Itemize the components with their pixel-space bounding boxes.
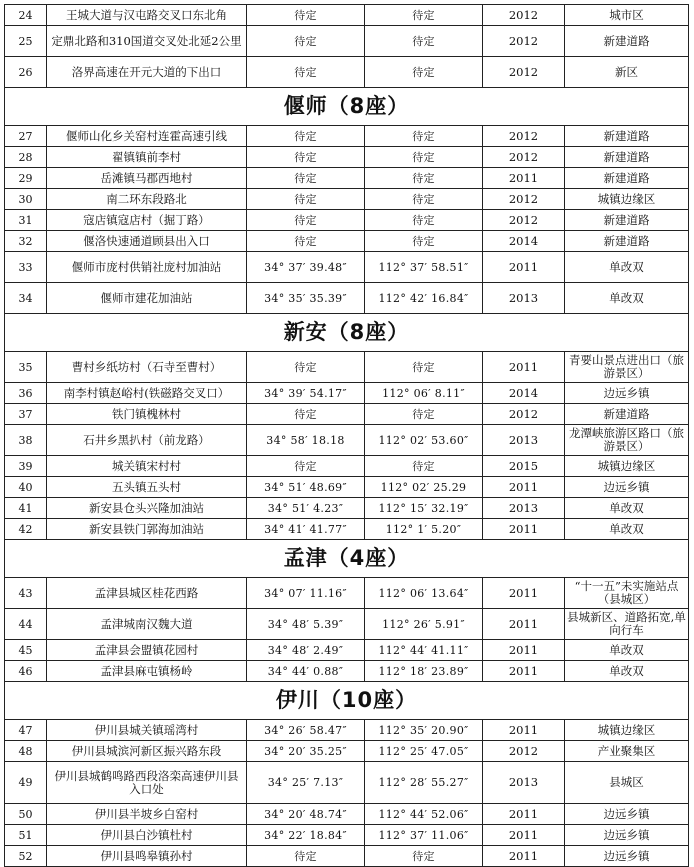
table-row — [5, 578, 689, 609]
row-number-cell: 43 — [5, 578, 47, 609]
row-number-cell: 42 — [5, 519, 47, 540]
longitude-cell: 112° 25′ 47.05″ — [365, 741, 483, 762]
note-cell: 新建道路 — [565, 168, 689, 189]
section-header-row — [5, 88, 689, 126]
longitude-cell: 待定 — [365, 57, 483, 88]
location-cell: 伊川县半坡乡白窑村 — [47, 804, 247, 825]
longitude-cell: 待定 — [365, 147, 483, 168]
table-row — [5, 57, 689, 88]
year-cell: 2012 — [483, 126, 565, 147]
longitude-cell: 112° 37′ 58.51″ — [365, 252, 483, 283]
location-cell: 偃师市建花加油站 — [47, 283, 247, 314]
latitude-cell: 待定 — [247, 147, 365, 168]
latitude-cell: 待定 — [247, 26, 365, 57]
note-cell: 城镇边缘区 — [565, 456, 689, 477]
latitude-cell: 34° 44′ 0.88″ — [247, 661, 365, 682]
latitude-cell: 34° 20′ 35.25″ — [247, 741, 365, 762]
latitude-cell: 待定 — [247, 168, 365, 189]
row-number-cell: 27 — [5, 126, 47, 147]
year-cell: 2012 — [483, 57, 565, 88]
row-number-cell: 26 — [5, 57, 47, 88]
latitude-cell: 待定 — [247, 231, 365, 252]
table-row — [5, 741, 689, 762]
longitude-cell: 待定 — [365, 126, 483, 147]
longitude-cell: 待定 — [365, 231, 483, 252]
note-cell: 新区 — [565, 57, 689, 88]
row-number-cell: 51 — [5, 825, 47, 846]
table-row — [5, 5, 689, 26]
longitude-cell: 112° 26′ 5.91″ — [365, 609, 483, 640]
note-cell: 单改双 — [565, 252, 689, 283]
section-title: 伊川（10座） — [5, 682, 689, 720]
section-header-row — [5, 314, 689, 352]
location-cell: 岳滩镇马郡西地村 — [47, 168, 247, 189]
row-number-cell: 35 — [5, 352, 47, 383]
table-row — [5, 252, 689, 283]
note-cell: 新建道路 — [565, 126, 689, 147]
table-row — [5, 825, 689, 846]
longitude-cell: 待定 — [365, 168, 483, 189]
table-row — [5, 189, 689, 210]
latitude-cell: 34° 51′ 4.23″ — [247, 498, 365, 519]
note-cell: 单改双 — [565, 640, 689, 661]
table-body — [5, 5, 689, 867]
latitude-cell: 待定 — [247, 352, 365, 383]
year-cell: 2012 — [483, 210, 565, 231]
year-cell: 2011 — [483, 640, 565, 661]
location-cell: 偃师市庞村供销社庞村加油站 — [47, 252, 247, 283]
table-row — [5, 210, 689, 231]
table-row — [5, 640, 689, 661]
location-cell: 南二环东段路北 — [47, 189, 247, 210]
latitude-cell: 待定 — [247, 210, 365, 231]
longitude-cell: 待定 — [365, 456, 483, 477]
row-number-cell: 28 — [5, 147, 47, 168]
table-row — [5, 404, 689, 425]
table-row — [5, 498, 689, 519]
latitude-cell: 34° 51′ 48.69″ — [247, 477, 365, 498]
row-number-cell: 46 — [5, 661, 47, 682]
longitude-cell: 112° 1′ 5.20″ — [365, 519, 483, 540]
location-cell: 伊川县城关镇瑶湾村 — [47, 720, 247, 741]
location-cell: 伊川县城鹤鸣路西段洛栾高速伊川县入口处 — [47, 762, 247, 804]
longitude-cell: 待定 — [365, 846, 483, 867]
table-row — [5, 456, 689, 477]
year-cell: 2012 — [483, 741, 565, 762]
longitude-cell: 112° 06′ 8.11″ — [365, 383, 483, 404]
note-cell: 城镇边缘区 — [565, 720, 689, 741]
note-cell: 新建道路 — [565, 26, 689, 57]
year-cell: 2013 — [483, 283, 565, 314]
location-cell: 曹村乡纸坊村（石寺至曹村） — [47, 352, 247, 383]
note-cell: 青要山景点进出口（旅游景区） — [565, 352, 689, 383]
note-cell: 新建道路 — [565, 404, 689, 425]
latitude-cell: 34° 41′ 41.77″ — [247, 519, 365, 540]
location-cell: 孟津县麻屯镇杨岭 — [47, 661, 247, 682]
table-row — [5, 519, 689, 540]
location-cell: 石井乡黑扒村（前龙路） — [47, 425, 247, 456]
longitude-cell: 待定 — [365, 352, 483, 383]
location-cell: 洛界高速在开元大道的下出口 — [47, 57, 247, 88]
table-row — [5, 804, 689, 825]
row-number-cell: 37 — [5, 404, 47, 425]
longitude-cell: 112° 42′ 16.84″ — [365, 283, 483, 314]
year-cell: 2011 — [483, 846, 565, 867]
row-number-cell: 34 — [5, 283, 47, 314]
year-cell: 2013 — [483, 498, 565, 519]
section-title: 偃师（8座） — [5, 88, 689, 126]
location-cell: 孟津县城区桂花西路 — [47, 578, 247, 609]
row-number-cell: 45 — [5, 640, 47, 661]
row-number-cell: 32 — [5, 231, 47, 252]
year-cell: 2012 — [483, 26, 565, 57]
latitude-cell: 34° 26′ 58.47″ — [247, 720, 365, 741]
note-cell: 新建道路 — [565, 147, 689, 168]
note-cell: 单改双 — [565, 283, 689, 314]
latitude-cell: 34° 48′ 5.39″ — [247, 609, 365, 640]
row-number-cell: 31 — [5, 210, 47, 231]
latitude-cell: 34° 35′ 35.39″ — [247, 283, 365, 314]
note-cell: 单改双 — [565, 498, 689, 519]
location-cell: 孟津县会盟镇花园村 — [47, 640, 247, 661]
latitude-cell: 待定 — [247, 126, 365, 147]
location-cell: 伊川县白沙镇杜村 — [47, 825, 247, 846]
row-number-cell: 50 — [5, 804, 47, 825]
note-cell: 边远乡镇 — [565, 477, 689, 498]
station-table — [4, 4, 689, 867]
longitude-cell: 待定 — [365, 404, 483, 425]
table-row — [5, 846, 689, 867]
latitude-cell: 待定 — [247, 456, 365, 477]
note-cell: 新建道路 — [565, 231, 689, 252]
row-number-cell: 36 — [5, 383, 47, 404]
table-row — [5, 762, 689, 804]
latitude-cell: 待定 — [247, 5, 365, 26]
latitude-cell: 34° 20′ 48.74″ — [247, 804, 365, 825]
row-number-cell: 38 — [5, 425, 47, 456]
note-cell: 县城新区、道路拓宽,单向行车 — [565, 609, 689, 640]
longitude-cell: 112° 18′ 23.89″ — [365, 661, 483, 682]
longitude-cell: 待定 — [365, 210, 483, 231]
year-cell: 2011 — [483, 661, 565, 682]
year-cell: 2012 — [483, 189, 565, 210]
row-number-cell: 48 — [5, 741, 47, 762]
section-title: 孟津（4座） — [5, 540, 689, 578]
table-row — [5, 26, 689, 57]
year-cell: 2011 — [483, 352, 565, 383]
latitude-cell: 待定 — [247, 189, 365, 210]
note-cell: 县城区 — [565, 762, 689, 804]
note-cell: 边远乡镇 — [565, 825, 689, 846]
location-cell: 伊川县城滨河新区振兴路东段 — [47, 741, 247, 762]
location-cell: 新安县仓头兴隆加油站 — [47, 498, 247, 519]
table-row — [5, 661, 689, 682]
note-cell: 龙潭峡旅游区路口（旅游景区） — [565, 425, 689, 456]
table-row — [5, 425, 689, 456]
row-number-cell: 40 — [5, 477, 47, 498]
location-cell: 定鼎北路和310国道交叉处北延2公里 — [47, 26, 247, 57]
note-cell: 城镇边缘区 — [565, 189, 689, 210]
latitude-cell: 34° 25′ 7.13″ — [247, 762, 365, 804]
latitude-cell: 34° 07′ 11.16″ — [247, 578, 365, 609]
longitude-cell: 待定 — [365, 26, 483, 57]
note-cell: 边远乡镇 — [565, 804, 689, 825]
table-row — [5, 168, 689, 189]
row-number-cell: 24 — [5, 5, 47, 26]
row-number-cell: 44 — [5, 609, 47, 640]
table-row — [5, 477, 689, 498]
longitude-cell: 112° 06′ 13.64″ — [365, 578, 483, 609]
year-cell: 2013 — [483, 425, 565, 456]
note-cell: 边远乡镇 — [565, 383, 689, 404]
location-cell: 翟镇镇前李村 — [47, 147, 247, 168]
latitude-cell: 34° 48′ 2.49″ — [247, 640, 365, 661]
year-cell: 2012 — [483, 404, 565, 425]
note-cell: 新建道路 — [565, 210, 689, 231]
table-row — [5, 231, 689, 252]
table-row — [5, 283, 689, 314]
location-cell: 王城大道与汉屯路交叉口东北角 — [47, 5, 247, 26]
note-cell: 产业聚集区 — [565, 741, 689, 762]
location-cell: 城关镇宋村村 — [47, 456, 247, 477]
latitude-cell: 34° 22′ 18.84″ — [247, 825, 365, 846]
row-number-cell: 49 — [5, 762, 47, 804]
note-cell: 边远乡镇 — [565, 846, 689, 867]
location-cell: 偃师山化乡关窑村连霍高速引线 — [47, 126, 247, 147]
longitude-cell: 112° 15′ 32.19″ — [365, 498, 483, 519]
row-number-cell: 52 — [5, 846, 47, 867]
longitude-cell: 112° 02′ 25.29 — [365, 477, 483, 498]
row-number-cell: 39 — [5, 456, 47, 477]
year-cell: 2013 — [483, 762, 565, 804]
year-cell: 2011 — [483, 477, 565, 498]
row-number-cell: 47 — [5, 720, 47, 741]
longitude-cell: 112° 37′ 11.06″ — [365, 825, 483, 846]
year-cell: 2011 — [483, 825, 565, 846]
row-number-cell: 29 — [5, 168, 47, 189]
longitude-cell: 112° 02′ 53.60″ — [365, 425, 483, 456]
location-cell: 偃洛快速通道顾县出入口 — [47, 231, 247, 252]
latitude-cell: 待定 — [247, 57, 365, 88]
table-row — [5, 147, 689, 168]
year-cell: 2011 — [483, 609, 565, 640]
latitude-cell: 待定 — [247, 846, 365, 867]
longitude-cell: 112° 28′ 55.27″ — [365, 762, 483, 804]
latitude-cell: 34° 37′ 39.48″ — [247, 252, 365, 283]
year-cell: 2015 — [483, 456, 565, 477]
longitude-cell: 112° 35′ 20.90″ — [365, 720, 483, 741]
location-cell: 孟津城南汉魏大道 — [47, 609, 247, 640]
location-cell: 寇店镇寇店村（掘丁路） — [47, 210, 247, 231]
note-cell: 单改双 — [565, 661, 689, 682]
year-cell: 2012 — [483, 147, 565, 168]
year-cell: 2011 — [483, 519, 565, 540]
row-number-cell: 25 — [5, 26, 47, 57]
longitude-cell: 待定 — [365, 189, 483, 210]
table-row — [5, 352, 689, 383]
location-cell: 伊川县鸣皋镇孙村 — [47, 846, 247, 867]
latitude-cell: 34° 39′ 54.17″ — [247, 383, 365, 404]
table-row — [5, 720, 689, 741]
location-cell: 新安县铁门郭海加油站 — [47, 519, 247, 540]
table-row — [5, 383, 689, 404]
location-cell: 南李村镇赵峪村(铁磁路交叉口） — [47, 383, 247, 404]
section-title: 新安（8座） — [5, 314, 689, 352]
year-cell: 2011 — [483, 252, 565, 283]
year-cell: 2014 — [483, 231, 565, 252]
longitude-cell: 112° 44′ 52.06″ — [365, 804, 483, 825]
note-cell: 城市区 — [565, 5, 689, 26]
year-cell: 2011 — [483, 578, 565, 609]
row-number-cell: 41 — [5, 498, 47, 519]
table-row — [5, 609, 689, 640]
table-row — [5, 126, 689, 147]
location-cell: 五头镇五头村 — [47, 477, 247, 498]
year-cell: 2011 — [483, 720, 565, 741]
section-header-row — [5, 540, 689, 578]
row-number-cell: 33 — [5, 252, 47, 283]
location-cell: 铁门镇槐林村 — [47, 404, 247, 425]
row-number-cell: 30 — [5, 189, 47, 210]
year-cell: 2011 — [483, 804, 565, 825]
longitude-cell: 待定 — [365, 5, 483, 26]
year-cell: 2011 — [483, 168, 565, 189]
year-cell: 2012 — [483, 5, 565, 26]
latitude-cell: 34° 58′ 18.18 — [247, 425, 365, 456]
year-cell: 2014 — [483, 383, 565, 404]
note-cell: 单改双 — [565, 519, 689, 540]
note-cell: “十一五”未实施站点（县城区） — [565, 578, 689, 609]
latitude-cell: 待定 — [247, 404, 365, 425]
section-header-row — [5, 682, 689, 720]
longitude-cell: 112° 44′ 41.11″ — [365, 640, 483, 661]
